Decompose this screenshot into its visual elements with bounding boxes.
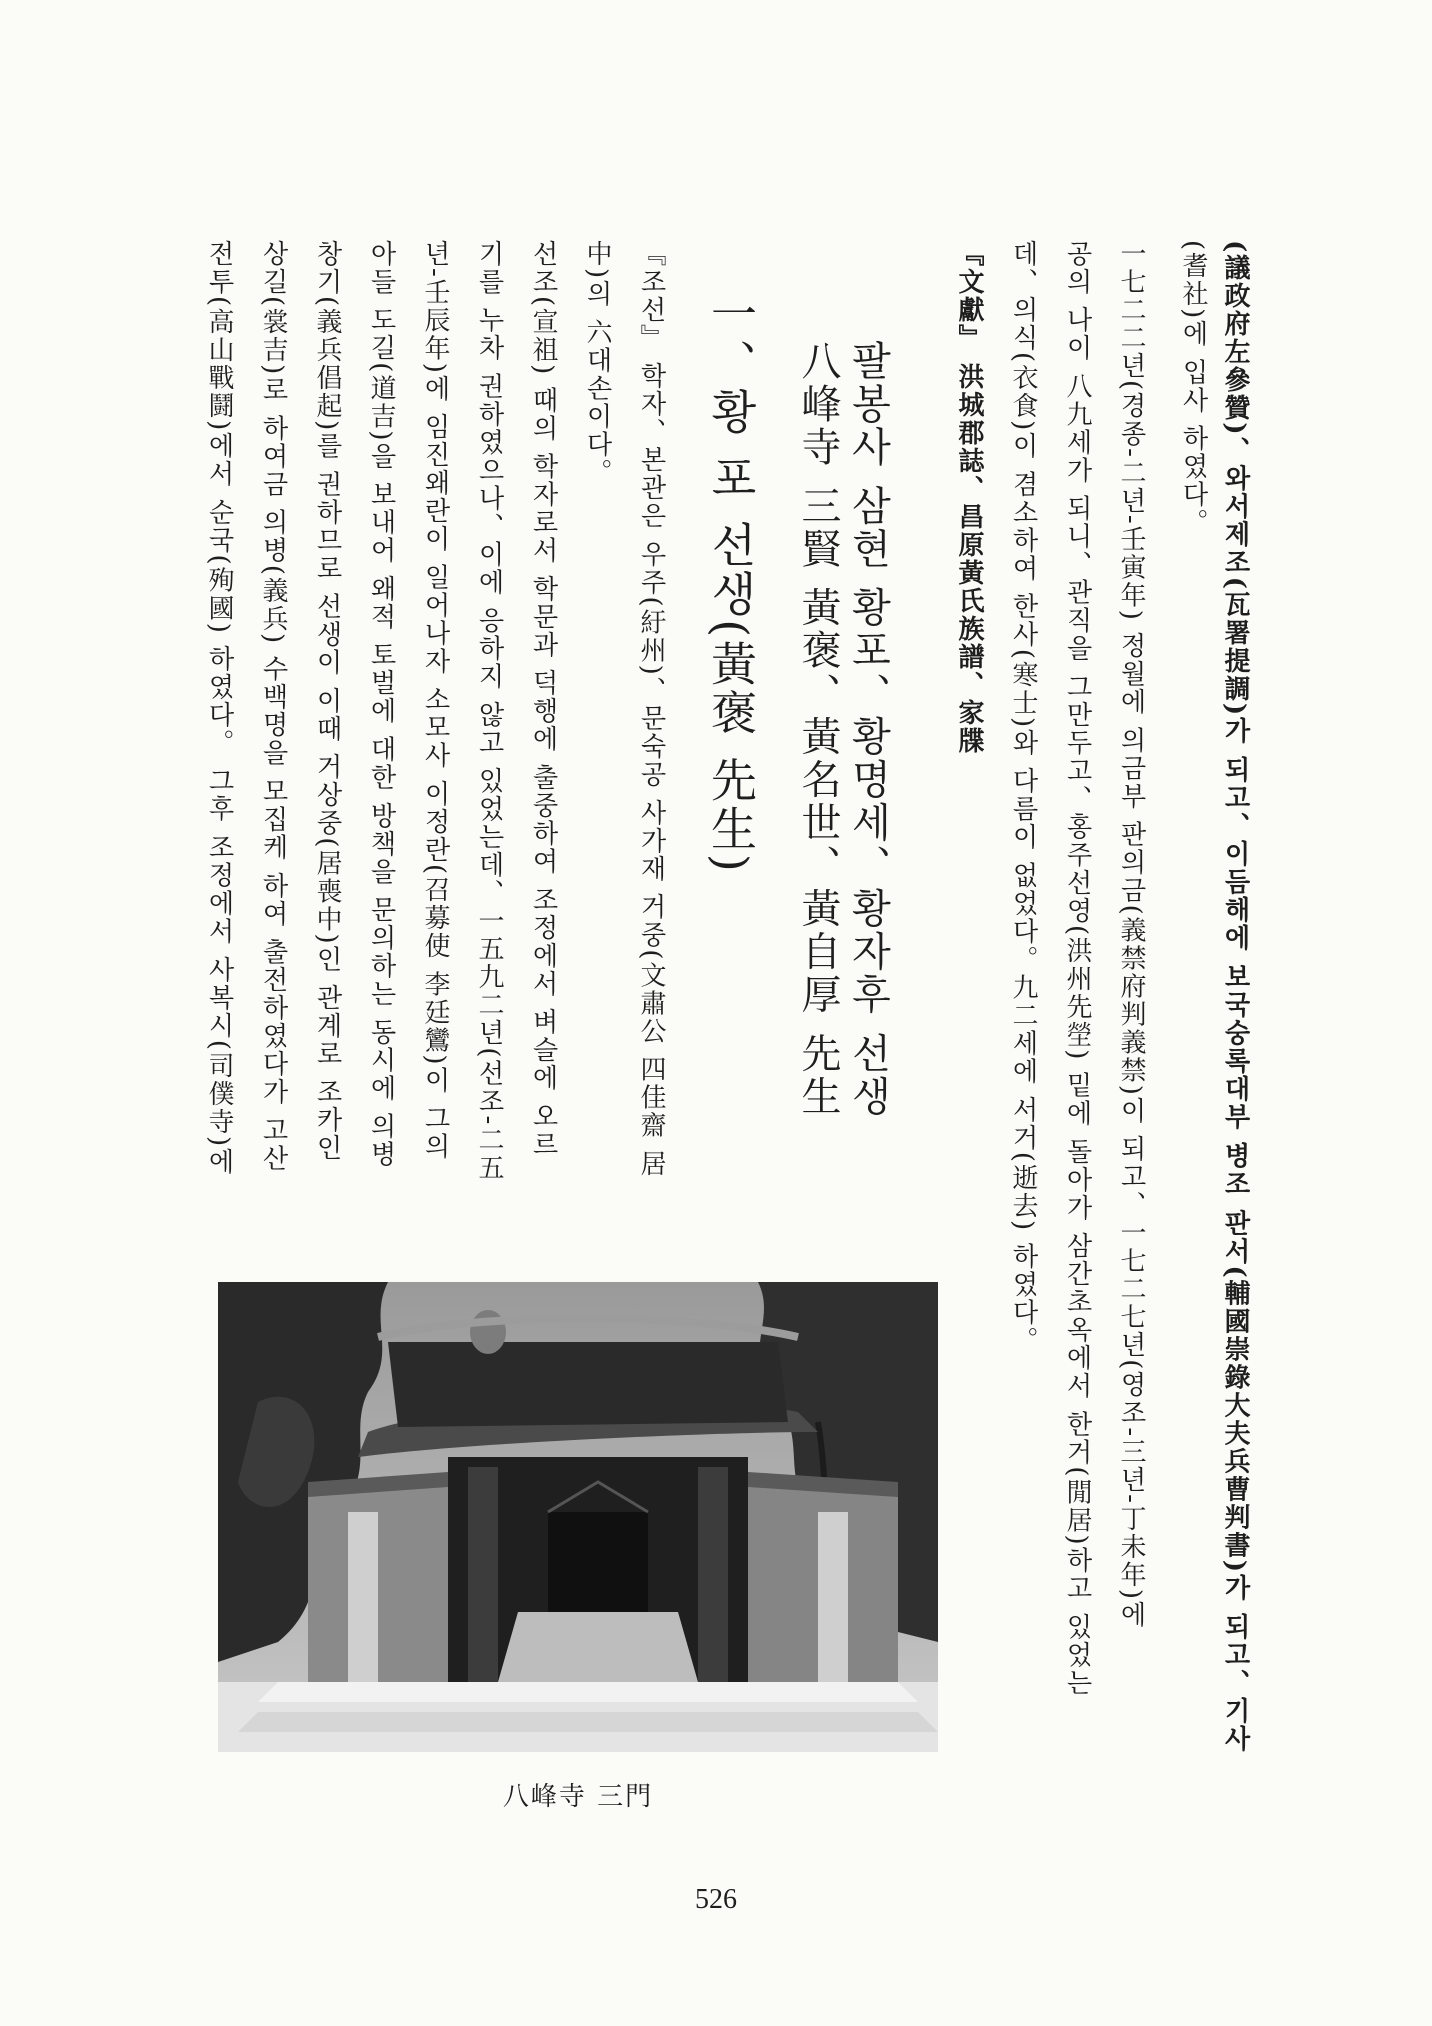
body-line-4: 기를 누차 권하였으나、이에 응하지 않고 있었는데、一五九二년(선조-二五 [474, 240, 504, 1183]
section-heading: 一、황 포 선생(黃褒 先生) [704, 290, 758, 875]
body-line-9: 전투(高山戰鬪)에서 순국(殉國) 하였다。 그후 조정에서 사복시(司僕寺)에 [204, 240, 234, 1177]
top-text-line-2: (耆社)에 입사 하였다。 [1178, 240, 1208, 537]
temple-heading-hanja: 八峰寺 三賢 黃褒、黃名世、黃自厚 先生 [795, 340, 841, 1119]
temple-gate-illustration [218, 1282, 938, 1752]
body-line-2: 中)의 六대손이다。 [582, 240, 612, 487]
page-number: 526 [695, 1884, 737, 1915]
temple-gate-photo [218, 1282, 938, 1752]
citation-line: 『文獻』 洪城郡誌、昌原黃氏族譜、家牒 [954, 240, 984, 756]
top-text-line-4: 공의 나이 八九세가 되니、관직을 그만두고、홍주선영(洪州先塋) 밑에 돌아가 삼간초옥에서 한거(閒居)하고 있었는 [1062, 240, 1092, 1697]
body-line-3: 선조(宣祖) 때의 학자로서 학문과 덕행에 출중하여 조정에서 벼슬에 오르 [528, 240, 558, 1159]
top-text-line-5: 데、의식(衣食)이 겸소하여 한사(寒士)와 다름이 없었다。九二세에 서거(逝去) 하였다。 [1008, 240, 1038, 1355]
body-line-8: 상길(裳吉)로 하여금 의병(義兵) 수백명을 모집케 하여 출전하였다가 고산 [258, 240, 288, 1173]
temple-heading-hangul: 팔봉사 삼현 황포、황명세、황자후 선생 [845, 340, 891, 1119]
body-line-5: 년-壬辰年)에 임진왜란이 일어나자 소모사 이정란(召募使 李廷鸞)이 그의 [420, 240, 450, 1161]
photo-caption: 八峰寺 三門 [502, 1782, 654, 1812]
body-line-1: 『조선』 학자、본관은 우주(紆州)、문숙공 사가재 거중(文肅公 四佳齋 居 [636, 240, 666, 1179]
top-text-line-3: 一七二二년(경종-二년-壬寅年) 정월에 의금부 판의금(義禁府判義禁)이 되고、一七二七년(영조-三년-丁未年)에 [1116, 240, 1146, 1630]
top-text-line-1: (議政府左參贊)、와서제조(瓦署提調)가 되고、이듬해에 보국숭록대부 병조 판서(輔國崇錄大夫兵曹判書)가 되고、기사 [1220, 240, 1250, 1754]
body-line-7: 창기(義兵倡起)를 권하므로 선생이 이때 거상중(居喪中)인 관계로 조카인 [312, 240, 342, 1163]
body-line-6: 아들 도길(道吉)을 보내어 왜적 토벌에 대한 방책을 문의하는 동시에 의병 [366, 240, 396, 1169]
